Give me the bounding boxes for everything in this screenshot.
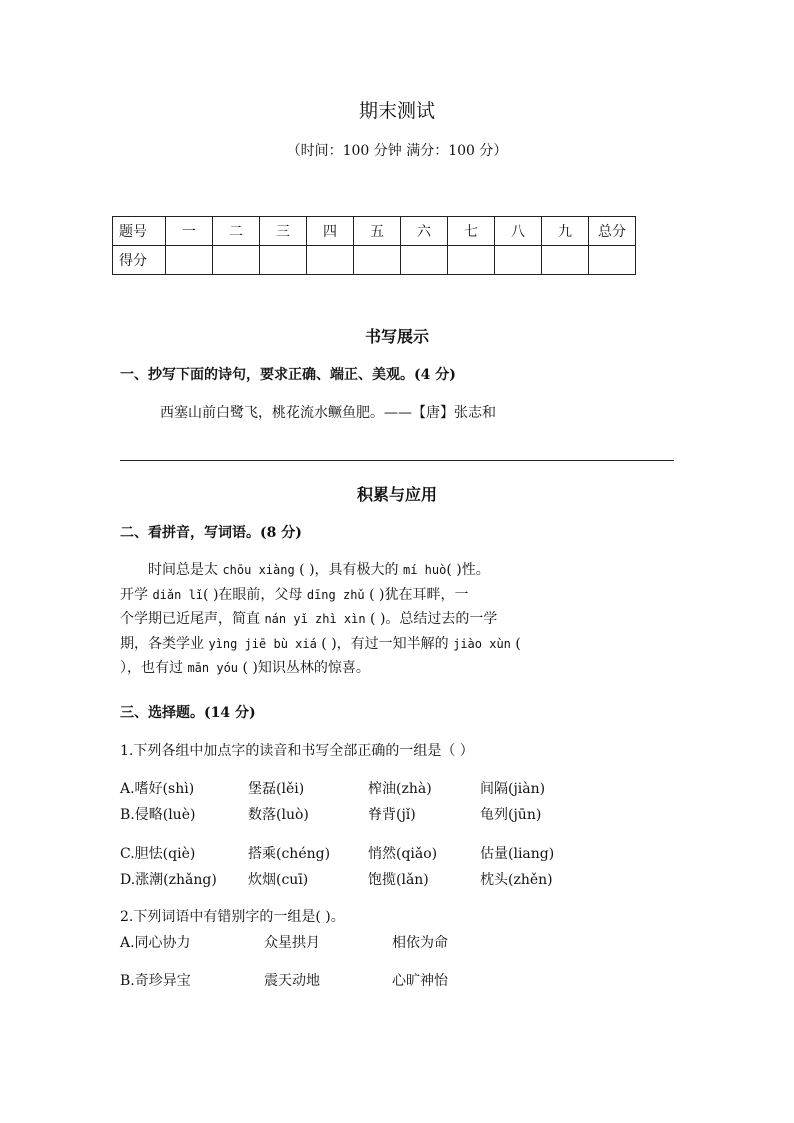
score-input-cell xyxy=(448,246,495,275)
score-cell: 得分 xyxy=(113,246,166,275)
score-cell: 七 xyxy=(448,217,495,246)
passage-text: ），也有过 xyxy=(120,660,188,676)
score-cell: 四 xyxy=(307,217,354,246)
option-a-item: 榨油(zhà) xyxy=(368,781,432,797)
score-cell: 总分 xyxy=(589,217,636,246)
question-1-heading: 一、抄写下面的诗句，要求正确、端正、美观。(4 分) xyxy=(120,367,456,383)
pinyin-prompt: diǎn lǐ xyxy=(152,587,204,602)
score-input-cell xyxy=(354,246,401,275)
pinyin-prompt: mān yóu xyxy=(187,661,239,675)
question-3-1-stem: 1.下列各组中加点字的读音和书写全部正确的一组是（ ） xyxy=(120,743,474,759)
score-input-cell xyxy=(307,246,354,275)
option-d-item: 饱揽(lǎn) xyxy=(368,872,429,888)
passage-text: ( )，具有极大的 xyxy=(294,562,403,578)
writing-line xyxy=(120,460,674,461)
passage-text: 时间总是太 xyxy=(120,562,223,578)
option-b-item: B.侵略(luè) xyxy=(120,807,196,823)
passage-line xyxy=(120,558,686,583)
option-a-item: 众星拱月 xyxy=(264,935,320,951)
section-title-application: 积累与应用 xyxy=(356,485,437,504)
passage-text: ( )。总结过去的一学 xyxy=(365,611,498,627)
option-b-item: 震天动地 xyxy=(264,973,320,989)
score-input-cell xyxy=(495,246,542,275)
option-a-item: A.同心协力 xyxy=(120,935,191,951)
option-a-item: 相依为命 xyxy=(392,935,448,951)
option-c-item: 搭乘(chéng) xyxy=(248,846,331,862)
option-b-item: 心旷神怡 xyxy=(392,973,448,989)
passage-line xyxy=(120,583,686,608)
score-table xyxy=(112,216,636,275)
question-2-passage xyxy=(120,558,686,681)
score-table-score-row xyxy=(113,246,636,275)
passage-text: ( )，有过一知半解的 xyxy=(316,635,454,652)
section-title-writing: 书写展示 xyxy=(364,327,429,346)
score-cell: 一 xyxy=(166,217,213,246)
score-input-cell xyxy=(589,246,636,275)
passage-line xyxy=(120,656,686,681)
option-b-item: 龟列(jūn) xyxy=(480,807,542,823)
option-b-item: 数落(luò) xyxy=(248,807,309,823)
option-d-item: 炊烟(cuī) xyxy=(248,872,309,888)
score-cell: 八 xyxy=(495,217,542,246)
question-2-heading: 二、看拼音，写词语。(8 分) xyxy=(120,525,302,541)
score-cell: 九 xyxy=(542,217,589,246)
option-a-item: A.嗜好(shì) xyxy=(120,781,195,797)
passage-text: ( )犹在耳畔，一 xyxy=(364,586,469,603)
question-3-heading: 三、选择题。(14 分) xyxy=(120,705,256,721)
score-cell: 五 xyxy=(354,217,401,246)
option-c-item: 悄然(qiǎo) xyxy=(368,846,438,862)
score-input-cell xyxy=(260,246,307,275)
passage-text: ( xyxy=(510,635,521,652)
poem-line: 西塞山前白鹭飞，桃花流水鳜鱼肥。——【唐】张志和 xyxy=(160,405,496,421)
question-3-2-stem: 2.下列词语中有错别字的一组是( )。 xyxy=(120,909,345,925)
passage-text: 个学期已近尾声，简直 xyxy=(120,611,265,627)
pinyin-prompt: chōu xiàng xyxy=(222,563,295,577)
score-input-cell xyxy=(542,246,589,275)
passage-text: ( )在眼前，父母 xyxy=(203,586,307,603)
score-input-cell xyxy=(166,246,213,275)
passage-text: 开学 xyxy=(120,586,153,603)
pinyin-prompt: mí huò xyxy=(402,563,447,577)
option-b-item: B.奇珍异宝 xyxy=(120,973,191,989)
pinyin-prompt: dīng zhǔ xyxy=(306,587,365,602)
passage-text: 期，各类学业 xyxy=(120,635,209,652)
score-input-cell xyxy=(401,246,448,275)
score-cell: 题号 xyxy=(113,217,166,246)
score-input-cell xyxy=(213,246,260,275)
passage-line xyxy=(120,632,686,657)
pinyin-prompt: yìng jiē bù xiá xyxy=(208,636,317,651)
page-title: 期末测试 xyxy=(358,100,435,122)
option-d-item: D.涨潮(zhǎng) xyxy=(120,872,217,888)
pinyin-prompt: nán yǐ zhì xìn xyxy=(264,612,366,626)
option-a-item: 堡磊(lěi) xyxy=(248,781,305,797)
score-table-header-row xyxy=(113,217,636,246)
score-cell: 三 xyxy=(260,217,307,246)
option-b-item: 脊背(jǐ) xyxy=(368,807,416,823)
passage-text: ( )性。 xyxy=(446,562,490,578)
score-cell: 六 xyxy=(401,217,448,246)
option-d-item: 枕头(zhěn) xyxy=(480,872,553,888)
option-a-item: 间隔(jiàn) xyxy=(480,781,546,797)
passage-line xyxy=(120,607,686,632)
pinyin-prompt: jiào xùn xyxy=(453,636,511,651)
option-c-item: 估量(liang) xyxy=(480,846,555,862)
option-c-item: C.胆怯(qiè) xyxy=(120,846,196,862)
passage-text: ( )知识丛林的惊喜。 xyxy=(238,660,370,676)
score-cell: 二 xyxy=(213,217,260,246)
exam-info: （时间：100 分钟 满分：100 分） xyxy=(286,143,508,159)
